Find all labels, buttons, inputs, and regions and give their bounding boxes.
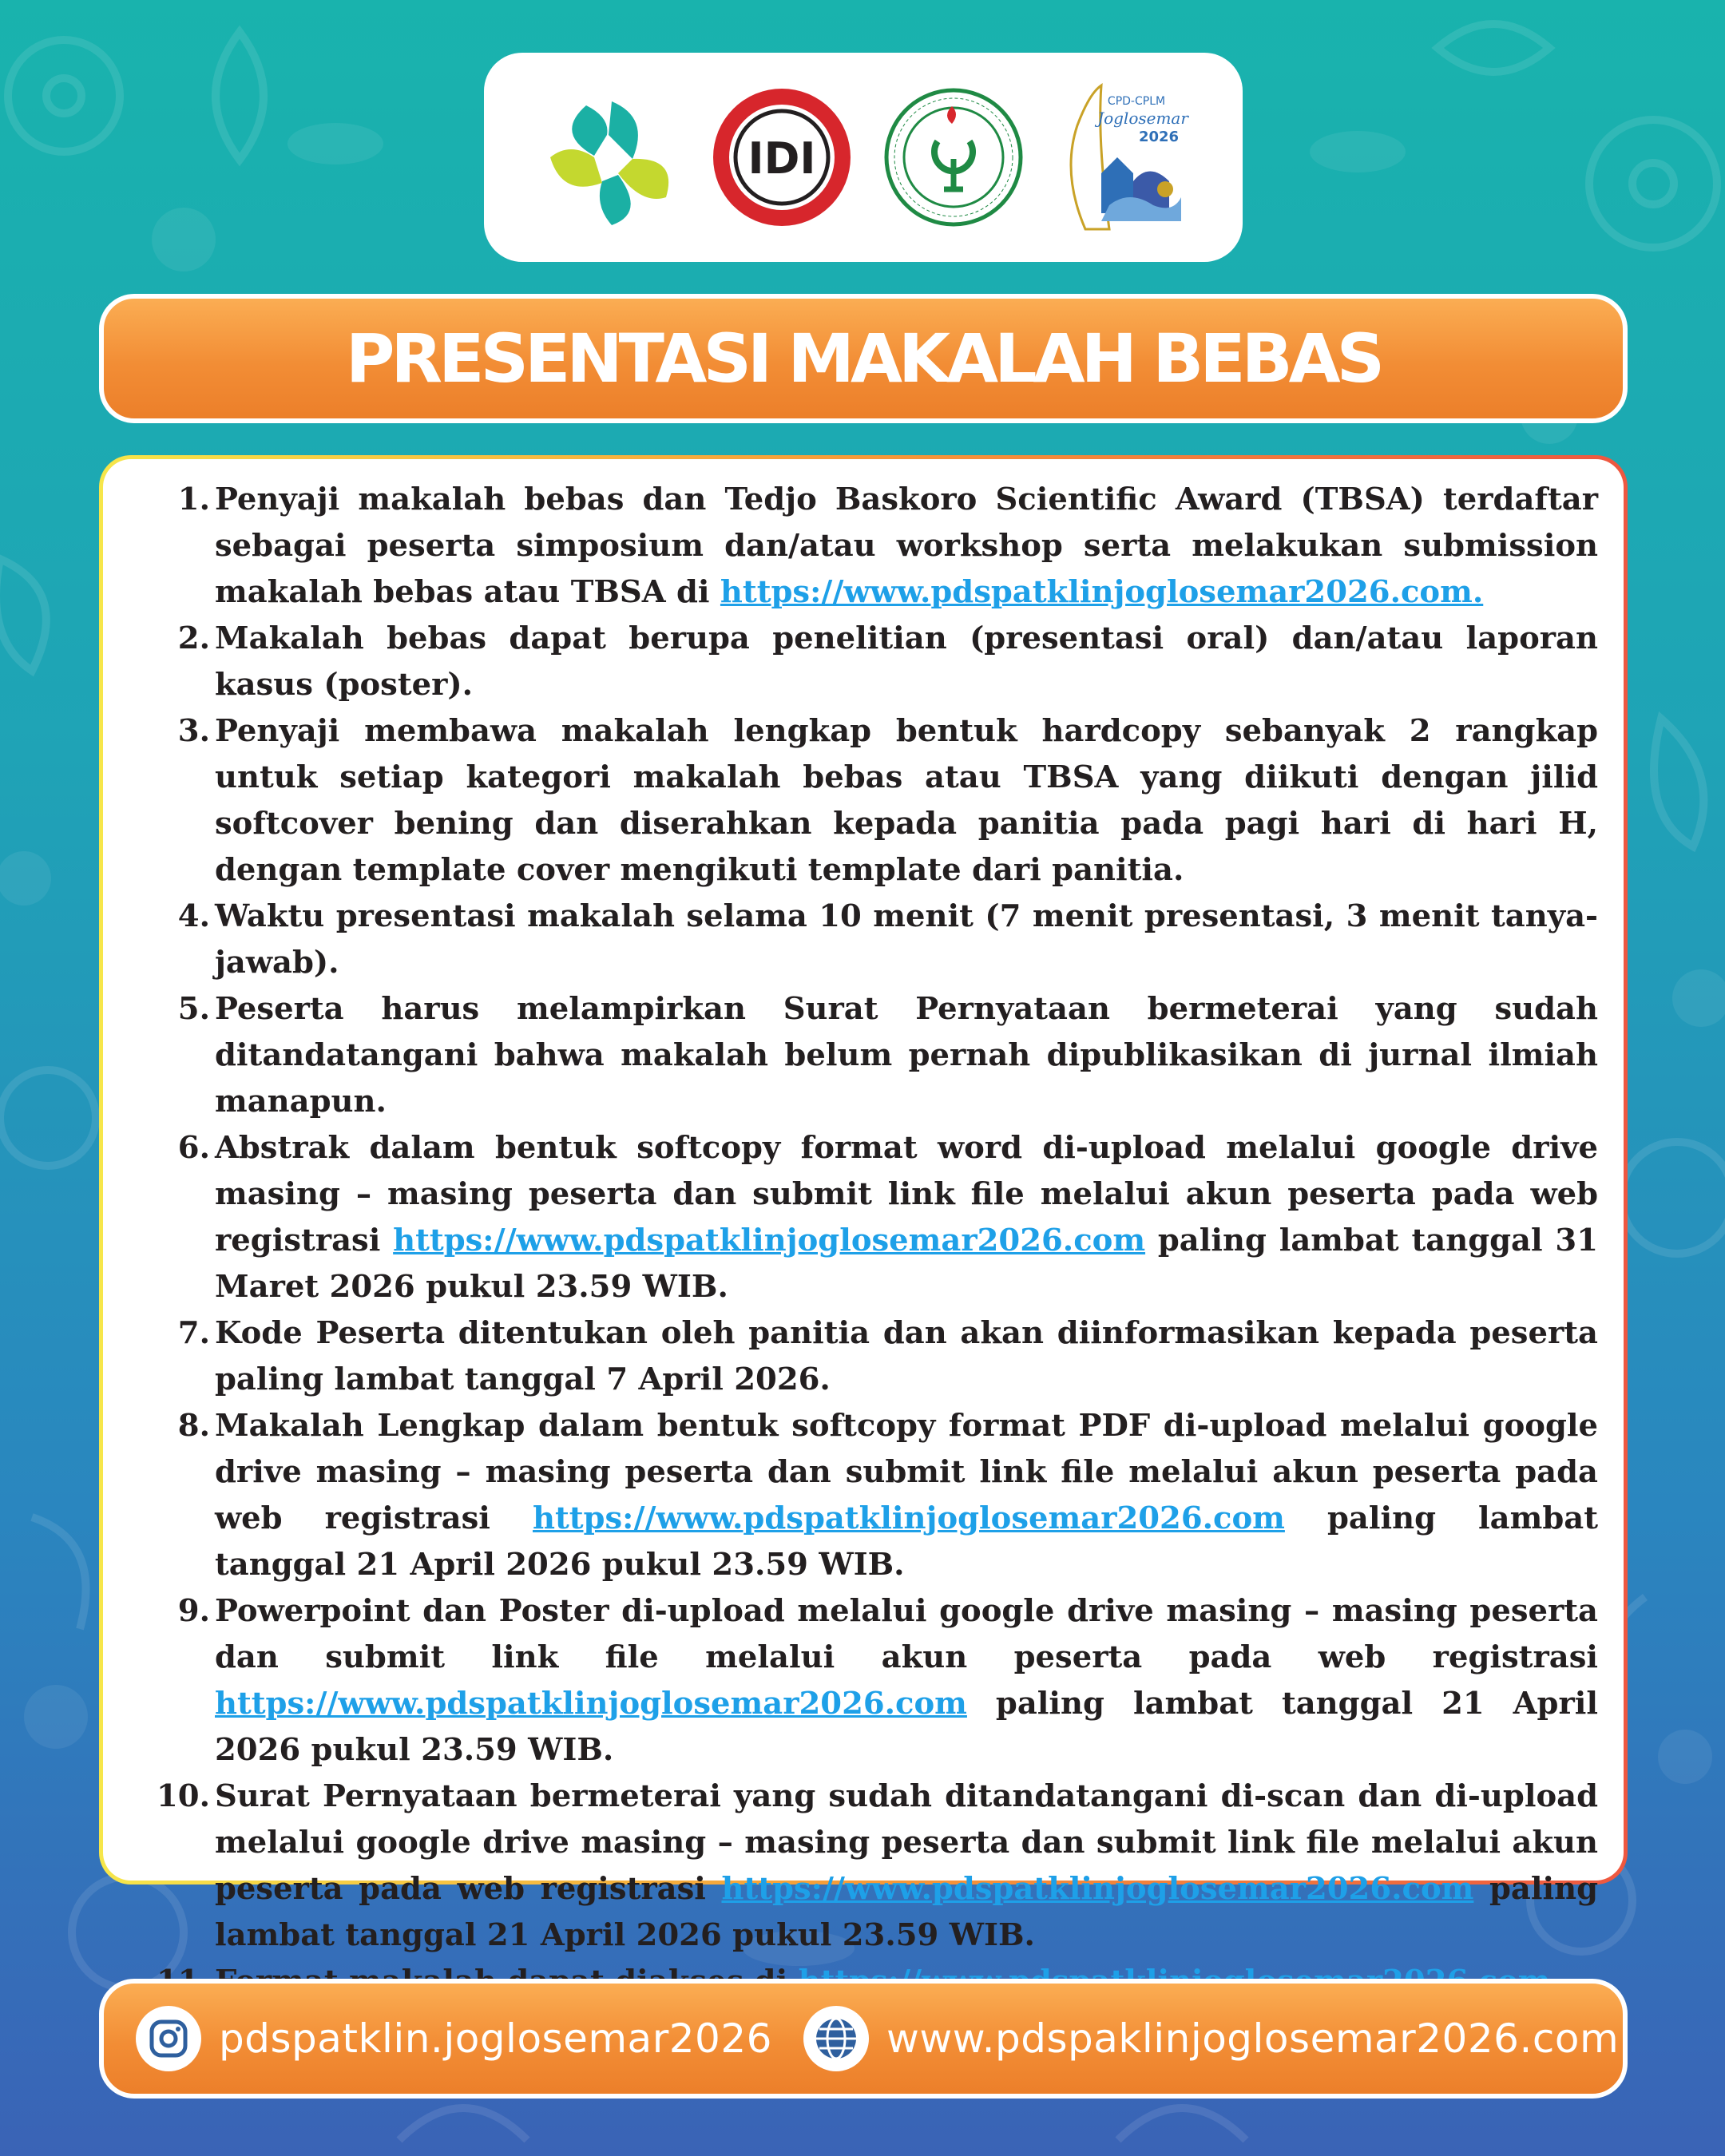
svg-text:IDI: IDI xyxy=(747,133,816,184)
page-title: PRESENTASI MAKALAH BEBAS xyxy=(345,319,1382,398)
registration-link[interactable]: https://www.pdspatklinjoglosemar2026.com xyxy=(721,1871,1474,1907)
kemenkes-logo-icon xyxy=(538,85,682,229)
instagram-handle[interactable]: pdspatklin.joglosemar2026 xyxy=(219,2015,772,2062)
idi-logo xyxy=(710,85,854,229)
registration-link[interactable]: https://www.pdspatklinjoglosemar2026.com xyxy=(215,1686,967,1722)
footer-bar xyxy=(99,1979,1628,2099)
title-banner xyxy=(99,294,1628,423)
rule-text: Makalah bebas dapat berupa penelitian (presentasi oral) dan/atau laporan kasus (poster). xyxy=(215,620,1598,703)
instagram-contact[interactable] xyxy=(136,2006,772,2071)
rule-number: 9. xyxy=(177,1593,210,1629)
rule-text: Makalah Lengkap dalam bentuk softcopy format PDF di-upload melalui google drive masing – masing peserta dan submit link file melalui akun peserta pada web registrasi xyxy=(215,1408,1598,1536)
rule-item xyxy=(133,1588,1598,1774)
pdspatklin-logo-icon xyxy=(882,85,1025,229)
logo-card xyxy=(484,53,1243,262)
rule-text: Surat Pernyataan bermeterai yang sudah ditandatangani di-scan dan di-upload melalui google drive masing – masing peserta dan submit link file melalui akun peserta pada web registrasi xyxy=(215,1778,1598,1907)
rule-text-continued: paling lambat tanggal 31 Maret 2026 pukul 23.59 WIB. xyxy=(215,1223,1599,1305)
rule-text: Abstrak dalam bentuk softcopy format word di-upload melalui google drive masing – masing peserta dan submit link file melalui akun peserta pada web registrasi xyxy=(215,1130,1598,1258)
rule-text-continued: paling lambat tanggal 21 April 2026 pukul 23.59 WIB. xyxy=(215,1871,1598,1953)
rule-number: 10. xyxy=(157,1778,210,1814)
registration-link[interactable]: https://www.pdspatklinjoglosemar2026.com xyxy=(393,1223,1146,1258)
rule-text: Waktu presentasi makalah selama 10 menit (7 menit presentasi, 3 menit tanya- jawab). xyxy=(215,898,1598,981)
rule-item xyxy=(133,708,1598,894)
instagram-icon xyxy=(136,2006,201,2071)
rule-text: Powerpoint dan Poster di-upload melalui google drive masing – masing peserta dan submit link file melalui akun peserta pada web registrasi xyxy=(215,1593,1598,1675)
rule-text: Penyaji membawa makalah lengkap bentuk hardcopy sebanyak 2 rangkap untuk setiap kategori makalah bebas atau TBSA yang diikuti dengan jilid softcover bening dan diserahkan kepada panitia pada pagi hari di hari H, dengan template cover mengikuti template dari panitia. xyxy=(215,713,1598,888)
rule-item xyxy=(133,1403,1598,1588)
svg-text:Joglosemar: Joglosemar xyxy=(1096,109,1188,128)
rule-number: 4. xyxy=(177,898,210,934)
rule-item xyxy=(133,894,1598,986)
rule-text: Kode Peserta ditentukan oleh panitia dan akan diinformasikan kepada peserta paling lambat tanggal 7 April 2026. xyxy=(215,1315,1598,1397)
rule-item xyxy=(133,477,1598,616)
rule-text-continued: paling lambat tanggal 21 April 2026 pukul 23.59 WIB. xyxy=(215,1500,1598,1583)
rule-number: 6. xyxy=(177,1130,210,1166)
rule-text: Penyaji makalah bebas dan Tedjo Baskoro Scientific Award (TBSA) terdaftar sebagai peserta simposium dan/atau workshop serta melakukan submission makalah bebas atau TBSA di xyxy=(215,482,1598,610)
kemenkes-logo xyxy=(538,85,682,229)
rule-number: 7. xyxy=(177,1315,210,1351)
rule-item xyxy=(133,616,1598,708)
rule-text: Peserta harus melampirkan Surat Pernyataan bermeterai yang sudah ditandatangani bahwa makalah belum pernah dipublikasikan di jurnal ilmiah manapun. xyxy=(215,991,1598,1120)
rule-item xyxy=(133,1125,1598,1310)
rule-number: 3. xyxy=(177,713,210,749)
rule-number: 1. xyxy=(177,482,210,517)
svg-text:CPD-CPLM: CPD-CPLM xyxy=(1107,95,1165,108)
joglosemar-logo-icon xyxy=(1053,77,1189,237)
rule-item xyxy=(133,1774,1598,1959)
svg-text:2026: 2026 xyxy=(1138,129,1179,145)
rule-number: 2. xyxy=(177,620,210,656)
registration-link[interactable]: https://www.pdspatklinjoglosemar2026.com xyxy=(532,1500,1285,1536)
rule-number: 5. xyxy=(177,991,210,1027)
idi-logo-icon xyxy=(710,85,854,229)
rules-list xyxy=(133,477,1598,2005)
pdspatklin-logo xyxy=(882,85,1025,229)
rule-number: 8. xyxy=(177,1408,210,1444)
joglosemar-logo xyxy=(1053,77,1189,237)
rule-item xyxy=(133,986,1598,1125)
registration-link[interactable]: https://www.pdspatklinjoglosemar2026.com. xyxy=(720,574,1484,610)
rule-text-continued: paling lambat tanggal 21 April 2026 pukul 23.59 WIB. xyxy=(215,1686,1598,1768)
globe-icon xyxy=(803,2006,869,2071)
website-contact[interactable] xyxy=(803,1984,1619,2094)
rules-panel xyxy=(99,455,1628,1953)
website-url[interactable]: www.pdspaklinjoglosemar2026.com xyxy=(886,2015,1620,2062)
rule-item xyxy=(133,1310,1598,1403)
